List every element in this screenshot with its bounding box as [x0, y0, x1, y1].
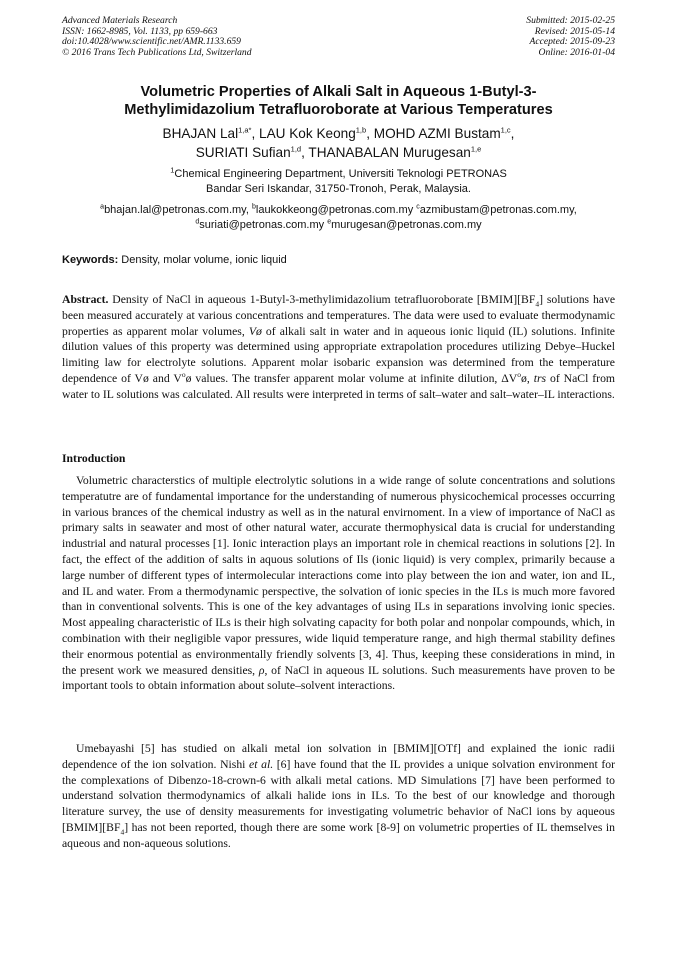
email-e-mark: e [327, 217, 332, 225]
email-b-mark: b [251, 203, 256, 211]
author-emails [62, 203, 615, 232]
affiliation-mark: 1 [170, 165, 175, 175]
author-4: SURIATI Sufian [195, 145, 291, 160]
journal-doi: doi:10.4028/www.scientific.net/AMR.1133.659 [62, 36, 241, 48]
email-a-mark: a [100, 203, 105, 211]
keywords-label: Keywords: [62, 254, 119, 266]
abstract-trs: trs [533, 371, 547, 385]
email-c-mark: c [416, 203, 420, 211]
intro-p1-text: Volumetric characterstics of multiple electrolytic solutions in a wide range of solute concentrations and solutions temperatutre are of fundamental importance for the understanding of numerous physicochemical processes occurring in various brances of the chemical industry as well as in the natural envirnoment. In a view of importance of NaCl as primary salts in seawater and most of other natural water, accurate thermophysical data is crucial for understanding industrial and natural processes [1]. Ionic interaction plays an important role in chemical reactions in solutions [2]. In fact, the effect of the addition of salts in aquous solutions of Ils (ionic liquid) is very complex, primarily because a large number of different types of intermolecular interactions come into play between the ion and water, ion and IL, and IL and water. From a thermodynamic perspective, the solvation of ionic species in the ILs is much more favored than in conventional solvents. This is one of the key advantages of using ILs in separations involving ionic species. Most appealing characteristic of ILs is their high solvating capacity for both polar and nonpolar compounds, which, in combination with their negligible vapor pressures, wide liquid temperature range, and high thermal stability defines their enormous potential as environmentally friendly solvents [3, 4]. Thus, keeping these considerations in mind, in the present work we measured densities, [62, 474, 615, 677]
affiliation-line-2: Bandar Seri Iskandar, 31750-Tronoh, Perak, Malaysia. [206, 182, 471, 195]
abstract-text-4: ø values. The transfer apparent molar volume at infinite dilution, ΔV [185, 371, 518, 385]
author-4-affil: 1,d [290, 144, 302, 154]
intro-p2-sub-4: 4 [120, 827, 125, 837]
abstract-text-5: ø, [520, 371, 534, 385]
abstract-text-6: of NaCl from water to IL solutions was calculated. All results were interpreted in terms of salt–water and salt–water–IL interactions. [62, 371, 616, 401]
author-list [62, 124, 615, 162]
title-line-1: Volumetric Properties of Alkali Salt in Aqueous 1-Butyl-3- [140, 84, 537, 100]
date-accepted: Accepted: 2015-09-23 [529, 36, 615, 48]
author-2: , LAU Kok Keong [251, 126, 356, 141]
author-3-affil: 1,c [500, 125, 511, 135]
emails-line-2 [62, 218, 615, 233]
author-1-affil: 1,a* [238, 125, 252, 135]
authors-line-1 [62, 124, 615, 143]
introduction-paragraph-1 [62, 473, 615, 694]
email-d-mark: d [195, 217, 200, 225]
email-d[interactable]: suriati@petronas.com.my [199, 218, 328, 231]
introduction-paragraph-2 [62, 741, 615, 852]
abstract-text-1: Density of NaCl in aqueous 1-Butyl-3-methylimidazolium tetrafluoroborate [BMIM][BF [108, 293, 536, 306]
abstract [62, 292, 615, 403]
paper-title [62, 83, 615, 119]
keywords-text: Density, molar volume, ionic liquid [118, 254, 287, 266]
date-revised: Revised: 2015-05-14 [534, 25, 615, 37]
journal-name: Advanced Materials Research [62, 15, 178, 26]
affiliation-department: Chemical Engineering Department, Universiti Teknologi PETRONAS [174, 168, 507, 180]
abstract-label: Abstract. [62, 293, 109, 306]
abstract-sub-4: 4 [535, 299, 540, 309]
email-c[interactable]: azmibustam@petronas.com.my, [419, 204, 577, 216]
author-5-affil: 1,e [470, 144, 482, 154]
keywords [62, 253, 615, 267]
abstract-v-symbol: Vø [248, 324, 262, 338]
title-line-2: Methylimidazolium Tetrafluoroborate at Various Temperatures [124, 102, 553, 118]
author-3-comma: , [510, 126, 515, 141]
intro-p2-etal: et al. [249, 757, 274, 771]
email-e[interactable]: murugesan@petronas.com.my [331, 218, 482, 231]
email-a[interactable]: bhajan.lal@petronas.com.my, [104, 204, 252, 216]
journal-copyright: © 2016 Trans Tech Publications Ltd, Switzerland [62, 46, 252, 58]
emails-line-1 [62, 203, 615, 218]
intro-p2-text-c: ] has not been reported, though there are some work [8-9] on volumetric properties of IL themselves in aqueous and non-aqueous solutions. [62, 820, 615, 850]
authors-line-2 [62, 143, 615, 162]
intro-p1-end: , of NaCl in aqueous IL solutions. Such measurements have proven to be important tools to obtain information about solute–solvent interactions. [62, 663, 615, 693]
affiliation [62, 167, 615, 196]
abstract-sup-o-2: o [517, 370, 521, 380]
affiliation-line-1 [62, 167, 615, 182]
intro-p2-text-a: Umebayashi [5] has studied on alkali metal ion solvation in [BMIM][OTf] and explained the ionic radii dependence of the ion solvation. Nishi [62, 742, 615, 771]
date-online: Online: 2016-01-04 [538, 46, 615, 58]
journal-header [62, 16, 252, 58]
date-submitted: Submitted: 2015-02-25 [526, 15, 615, 26]
author-1: BHAJAN Lal [162, 126, 239, 141]
abstract-text-2: ] solutions have been measured accurately at various concentrations and temperatures. The data were used to evaluate thermodynamic properties as apparent molar volumes, [62, 293, 616, 338]
intro-p1-rho: ρ [258, 663, 265, 677]
author-2-affil: 1,b [355, 125, 367, 135]
introduction-heading: Introduction [62, 452, 126, 465]
abstract-text-3: of alkali salt in water and in aqueous ionic liquid (IL) solutions. Infinite dilution values of this property was determined using appropriate extrapolation procedures utilizing Debye–Huckel limiting law for electrolyte solutions. Apparent molar isobaric expansion was determined from the temperature dependence of Vø and V [62, 324, 615, 385]
intro-p2-text-b: [6] have found that the IL provides a unique solvation environment for the complexations of Dibenzo-18-crown-6 with alkali metal cations. MD Simulations [7] have been performed to understand solvation thermodynamics of alkali halide ions in ILs. To the best of our knowledge and thorough literature survey, the use of density measurements for investigating volumetric behavior of NaCl ions by aqueous [BMIM][BF [62, 757, 615, 834]
email-b[interactable]: laukokkeong@petronas.com.my [255, 204, 417, 216]
author-5: , THANABALAN Murugesan [301, 145, 471, 160]
journal-issn: ISSN: 1662-8985, Vol. 1133, pp 659-663 [62, 25, 218, 37]
abstract-sup-o-1: o [181, 370, 186, 380]
author-3: , MOHD AZMI Bustam [366, 126, 501, 141]
dates-header [526, 16, 615, 58]
